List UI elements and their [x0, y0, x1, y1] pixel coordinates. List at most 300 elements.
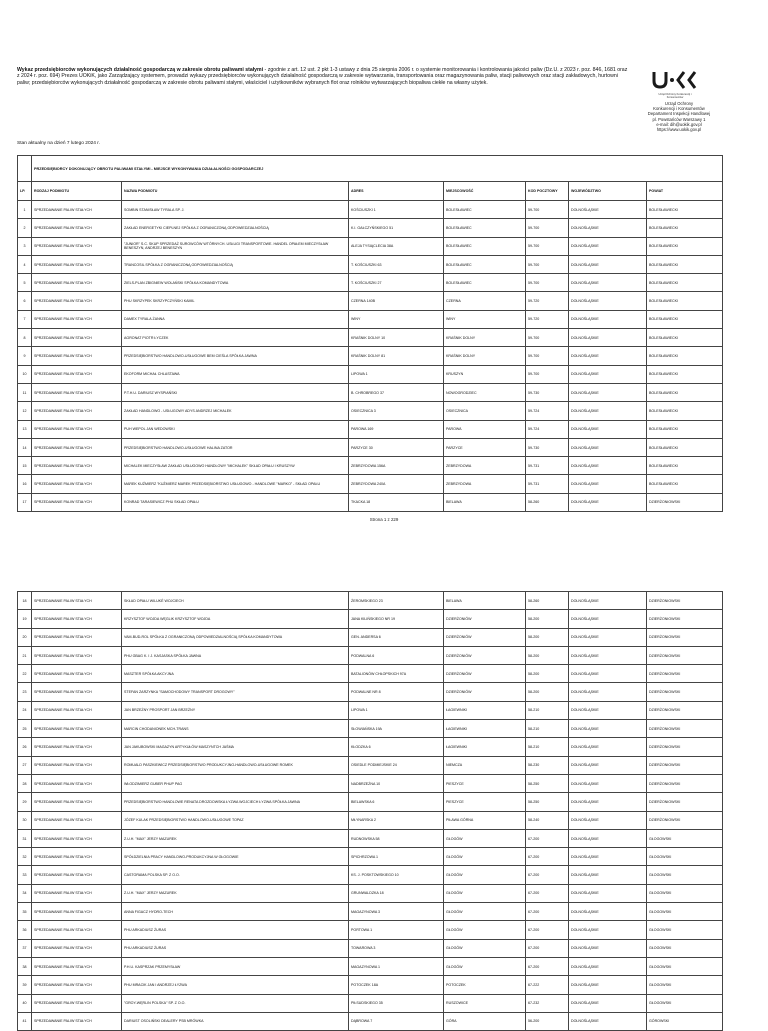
- table-row: [18, 237, 723, 255]
- table-title: PRZEDSIĘBIORCY DOKONUJĄCY OBROTU PALIWAMI STAŁYMI - MIEJSCE WYKONYWANIA DZIAŁALNOŚCI GOSPODARCZEJ: [32, 156, 723, 182]
- table-cell: DOLNOŚLĄSKIE: [569, 493, 647, 511]
- table-cell: DOLNOŚLĄSKIE: [569, 701, 647, 719]
- table-cell: 7: [18, 310, 32, 328]
- table-cell: KRAŚNIK DOLNY: [444, 329, 526, 347]
- table-cell: BOLESŁAWIECKI: [647, 310, 723, 328]
- table-cell: SPRZEDAWANIE PALIW STAŁYCH: [32, 219, 122, 237]
- table-cell: DZIERŻONIOWSKI: [647, 646, 723, 664]
- table-cell: DZIERŻONIOWSKI: [647, 720, 723, 738]
- table-cell: MICHALEK MIECZYSŁAW ZAKŁAD USŁUGOWO HANDLOWY "MICHALEK" SKŁAD OPAŁU I KRUSZYW: [122, 457, 349, 475]
- table-cell: DOLNOŚLĄSKIE: [569, 365, 647, 383]
- table-cell: 59-700: [526, 274, 569, 292]
- table-cell: PIŁSUDSKIEGO 35: [349, 994, 444, 1012]
- table-cell: ZAKŁAD ENERGETYKI CIEPLNEJ SPÓŁKA Z OGRANICZONĄ ODPOWIEDZIALNOŚCIĄ: [122, 219, 349, 237]
- table-cell: OSIECZNICA: [444, 402, 526, 420]
- table-cell: DZIERŻONIOWSKI: [647, 665, 723, 683]
- table-cell: MAREK KUŹMIERZ "KUŹMIERZ MAREK PRZEDSIĘBIORSTWO USŁUGOWO - HANDLOWE "MARKO" - SKŁAD OPAŁU: [122, 475, 349, 493]
- column-header: WOJEWÓDZTWO: [569, 182, 647, 201]
- table-row: [18, 811, 723, 829]
- table-cell: SPRZEDAWANIE PALIW STAŁYCH: [32, 592, 122, 610]
- table-cell: SPRZEDAWANIE PALIW STAŁYCH: [32, 493, 122, 511]
- table-cell: 67-200: [526, 903, 569, 921]
- table-cell: 34: [18, 884, 32, 902]
- table-row: [18, 329, 723, 347]
- table-cell: 19: [18, 610, 32, 628]
- table-cell: 58-210: [526, 701, 569, 719]
- table-cell: BOLESŁAWIEC: [444, 255, 526, 273]
- table-cell: 14: [18, 438, 32, 456]
- table-cell: DZIERŻONIOWSKI: [647, 793, 723, 811]
- table-cell: DOLNOŚLĄSKIE: [569, 329, 647, 347]
- table-cell: DZIERŻONIOWSKI: [647, 592, 723, 610]
- table-cell: 67-200: [526, 921, 569, 939]
- table-cell: 16: [18, 475, 32, 493]
- table-cell: 24: [18, 701, 32, 719]
- table-cell: 59-731: [526, 457, 569, 475]
- table-cell: 59-720: [526, 292, 569, 310]
- table-cell: SPRZEDAWANIE PALIW STAŁYCH: [32, 756, 122, 774]
- table-cell: POTOCZEK 18A: [349, 976, 444, 994]
- table-cell: 31: [18, 829, 32, 847]
- table-row: [18, 848, 723, 866]
- table-cell: DOLNOŚLĄSKIE: [569, 994, 647, 1012]
- table-cell: SPRZEDAWANIE PALIW STAŁYCH: [32, 292, 122, 310]
- table-cell: 67-200: [526, 829, 569, 847]
- table-cell: 58-250: [526, 774, 569, 792]
- table-cell: DOLNOŚLĄSKIE: [569, 720, 647, 738]
- table-cell: SPRZEDAWANIE PALIW STAŁYCH: [32, 994, 122, 1012]
- table-cell: LIPOWA 1: [349, 365, 444, 383]
- table-cell: BOLESŁAWIEC: [444, 201, 526, 219]
- table-cell: SPICHRZOWA 1: [349, 848, 444, 866]
- table-cell: BOLESŁAWIEC: [444, 237, 526, 255]
- table-cell: BOLESŁAWIECKI: [647, 420, 723, 438]
- table-cell: DAMEX TYRALA ŻANNA: [122, 310, 349, 328]
- table-cell: 58-260: [526, 493, 569, 511]
- table-cell: KOŚCIUSZKI 1: [349, 201, 444, 219]
- table-cell: "JUNIOR" S.C. SKUP SPRZEDAŻ SUROWCÓW WTÓRNYCH. USŁUGI TRANSPORTOWE. HANDEL OPAŁEM MIECZYSŁAW BENESZYN, ANDRZEJ BENESZYN: [122, 237, 349, 255]
- intro-paragraph: [17, 67, 629, 86]
- table-cell: WINY: [349, 310, 444, 328]
- table-cell: LIPOWA 1: [349, 701, 444, 719]
- table-cell: ŁAGIEWNIKI: [444, 738, 526, 756]
- table-cell: GŁOGÓW: [444, 903, 526, 921]
- table-cell: ŁAGIEWNIKI: [444, 701, 526, 719]
- table-cell: 58-240: [526, 811, 569, 829]
- table-cell: MAGAZYNOWA 1: [349, 957, 444, 975]
- table-cell: DOLNOŚLĄSKIE: [569, 756, 647, 774]
- table-cell: 58-200: [526, 646, 569, 664]
- table-cell: DOLNOŚLĄSKIE: [569, 738, 647, 756]
- table-row: [18, 255, 723, 273]
- table-cell: SPRZEDAWANIE PALIW STAŁYCH: [32, 738, 122, 756]
- table-cell: 40: [18, 994, 32, 1012]
- table-cell: SPRZEDAWANIE PALIW STAŁYCH: [32, 921, 122, 939]
- table-cell: BIELAWA: [444, 592, 526, 610]
- table-cell: PARZYCE 30: [349, 438, 444, 456]
- table-cell: PORTOWA 1: [349, 921, 444, 939]
- table-cell: 37: [18, 939, 32, 957]
- table-cell: DOLNOŚLĄSKIE: [569, 292, 647, 310]
- table-cell: DZIERŻONIOWSKI: [647, 701, 723, 719]
- table-cell: 58-200: [526, 665, 569, 683]
- table-row: [18, 756, 723, 774]
- table-cell: 59-730: [526, 438, 569, 456]
- table-cell: KRAŚNIK DOLNY 10: [349, 329, 444, 347]
- table-cell: SPRZEDAWANIE PALIW STAŁYCH: [32, 457, 122, 475]
- table-cell: KONRAD TARASIEWICZ PHU SKŁAD OPAŁU: [122, 493, 349, 511]
- table-cell: DZIERŻONIOWSKI: [647, 811, 723, 829]
- table-cell: DOLNOŚLĄSKIE: [569, 274, 647, 292]
- table-row: [18, 402, 723, 420]
- table-cell: DOLNOŚLĄSKIE: [569, 683, 647, 701]
- table-cell: SPRZEDAWANIE PALIW STAŁYCH: [32, 438, 122, 456]
- table-row: [18, 493, 723, 511]
- table-cell: SPRZEDAWANIE PALIW STAŁYCH: [32, 347, 122, 365]
- table-row: [18, 939, 723, 957]
- table-row: [18, 921, 723, 939]
- table-cell: GŁOGÓW: [444, 957, 526, 975]
- table-body-page-1: [18, 201, 723, 512]
- table-cell: DOLNOŚLĄSKIE: [569, 976, 647, 994]
- table-cell: SOMBIN STANISŁAW TYRALA SP. J.: [122, 201, 349, 219]
- table-cell: BOLESŁAWIECKI: [647, 383, 723, 401]
- table-cell: GŁOGÓW: [444, 829, 526, 847]
- table-header-row: [18, 182, 723, 201]
- table-cell: GŁOGÓW: [444, 939, 526, 957]
- table-cell: SPRZEDAWANIE PALIW STAŁYCH: [32, 420, 122, 438]
- table-cell: PHU MRACIK JAN I ANDRZEJ ŁYZWA: [122, 976, 349, 994]
- column-header: KOD POCZTOWY: [526, 182, 569, 201]
- table-cell: VAM-BUD-ROL SPÓŁKA Z OGRANICZONĄ ODPOWIEDZIALNOŚCIĄ SPÓŁKA KOMANDYTOWA: [122, 628, 349, 646]
- table-cell: KRAŚNIK DOLNY 81: [349, 347, 444, 365]
- table-cell: 15: [18, 457, 32, 475]
- table-cell: Z.U.H. "MAX" JERZY MAZUREK: [122, 884, 349, 902]
- table-cell: 26: [18, 738, 32, 756]
- table-cell: BOLESŁAWIECKI: [647, 402, 723, 420]
- column-header: NAZWA PODMIOTU: [122, 182, 349, 201]
- table-cell: 8: [18, 329, 32, 347]
- table-cell: 29: [18, 793, 32, 811]
- table-cell: DOLNOŚLĄSKIE: [569, 665, 647, 683]
- table-cell: TKACKA 18: [349, 493, 444, 511]
- table-cell: PODWALNE NR 8: [349, 683, 444, 701]
- table-cell: ZEBRZYDOWA: [444, 475, 526, 493]
- table-cell: DOLNOŚLĄSKIE: [569, 219, 647, 237]
- table-cell: 58-200: [526, 610, 569, 628]
- table-title-row: [18, 156, 723, 182]
- table-cell: SPRZEDAWANIE PALIW STAŁYCH: [32, 903, 122, 921]
- table-cell: GÓRA: [444, 1012, 526, 1030]
- table-cell: SPRZEDAWANIE PALIW STAŁYCH: [32, 201, 122, 219]
- table-row: [18, 793, 723, 811]
- table-cell: GŁOGÓW: [444, 866, 526, 884]
- table-cell: SKŁAD OPAŁU WILUKÉ WOJCIECH: [122, 592, 349, 610]
- table-cell: SPRZEDAWANIE PALIW STAŁYCH: [32, 610, 122, 628]
- table-cell: DOLNOŚLĄSKIE: [569, 957, 647, 975]
- table-cell: B. CHROBREGO 37: [349, 383, 444, 401]
- table-cell: SPRZEDAWANIE PALIW STAŁYCH: [32, 866, 122, 884]
- table-row: [18, 347, 723, 365]
- table-cell: PHU GBAG K. I J. KASJASKA SPÓŁKA JAWNA: [122, 646, 349, 664]
- table-cell: 32: [18, 848, 32, 866]
- office-line: e-mail: dih@uokik.gov.pl: [656, 121, 702, 127]
- table-cell: BOLESŁAWIECKI: [647, 201, 723, 219]
- table-cell: 59-700: [526, 219, 569, 237]
- table-cell: 17: [18, 493, 32, 511]
- table-cell: SPRZEDAWANIE PALIW STAŁYCH: [32, 365, 122, 383]
- table-cell: SPRZEDAWANIE PALIW STAŁYCH: [32, 811, 122, 829]
- table-cell: OSIEDLE PODMIEJSKIE 24: [349, 756, 444, 774]
- table-cell: DZIERŻONIÓW: [444, 646, 526, 664]
- table-row: [18, 420, 723, 438]
- table-cell: 41: [18, 1012, 32, 1030]
- table-cell: ROMUALD PASZKIEWICZ PRZEDSIĘBIORSTWO PRODUKCYJNO-HANDLOWO-USŁUGOWE ROMEK: [122, 756, 349, 774]
- table-cell: KRUSZYN: [444, 365, 526, 383]
- table-cell: NADBRZEŻNA 10: [349, 774, 444, 792]
- table-row: [18, 457, 723, 475]
- table-cell: GŁOGOWSKI: [647, 848, 723, 866]
- table-cell: DOLNOŚLĄSKIE: [569, 646, 647, 664]
- table-row: [18, 274, 723, 292]
- table-cell: SPRZEDAWANIE PALIW STAŁYCH: [32, 848, 122, 866]
- table-cell: DOLNOŚLĄSKIE: [569, 793, 647, 811]
- table-cell: RUDNOWSKA 58: [349, 829, 444, 847]
- table-cell: MARCIN CHODANIONEK MCH-TRANS: [122, 720, 349, 738]
- table-cell: DOLNOŚLĄSKIE: [569, 774, 647, 792]
- table-cell: T. KOŚCIUSZKI 27: [349, 274, 444, 292]
- table-cell: ZEBRZYDOWA 156A: [349, 457, 444, 475]
- table-row: [18, 738, 723, 756]
- table-row: [18, 903, 723, 921]
- table-cell: DOLNOŚLĄSKIE: [569, 628, 647, 646]
- table-cell: 67-200: [526, 848, 569, 866]
- table-cell: PHU ARKADIUSZ ŻURAS: [122, 921, 349, 939]
- table-row: [18, 219, 723, 237]
- table-cell: 3: [18, 237, 32, 255]
- table-cell: TRANCOSIL SPÓŁKA Z OGRANICZONĄ ODPOWIEDZIALNOŚCIĄ: [122, 255, 349, 273]
- table-cell: PIESZYCE: [444, 793, 526, 811]
- table-cell: KRZYSZTOF WOJDA WĘGLIK KRZYSZTOF WOJDA: [122, 610, 349, 628]
- table-cell: DOLNOŚLĄSKIE: [569, 610, 647, 628]
- table-cell: 59-730: [526, 383, 569, 401]
- table-cell: 58-230: [526, 756, 569, 774]
- table-cell: 1: [18, 201, 32, 219]
- table-cell: 67-200: [526, 866, 569, 884]
- table-cell: ANNA FIGACZ HYDRO-TECH: [122, 903, 349, 921]
- table-cell: 13: [18, 420, 32, 438]
- table-cell: DOLNOŚLĄSKIE: [569, 848, 647, 866]
- table-cell: JAN JAKUBOWSKI MAGAZYN ARTYKUŁÓW MASZYNTCH JAŚMA: [122, 738, 349, 756]
- table-cell: KS. J. POSKTOWSKIEGO 10: [349, 866, 444, 884]
- table-cell: PIŁAWA GÓRNA: [444, 811, 526, 829]
- table-cell: DZIERŻONIÓW: [444, 628, 526, 646]
- table-cell: ŻEROMSKIEGO 23: [349, 592, 444, 610]
- table-cell: T. KOŚCIUSZKI 63: [349, 255, 444, 273]
- table-cell: DOLNOŚLĄSKIE: [569, 237, 647, 255]
- table-cell: RUSZOWICE: [444, 994, 526, 1012]
- table-cell: NIEMCZA: [444, 756, 526, 774]
- table-cell: SPRZEDAWANIE PALIW STAŁYCH: [32, 884, 122, 902]
- table-cell: 59-700: [526, 365, 569, 383]
- table-cell: SPRZEDAWANIE PALIW STAŁYCH: [32, 255, 122, 273]
- table-cell: 67-200: [526, 957, 569, 975]
- table-row: [18, 310, 723, 328]
- table-cell: SPRZEDAWANIE PALIW STAŁYCH: [32, 383, 122, 401]
- table-cell: DOLNOŚLĄSKIE: [569, 939, 647, 957]
- table-cell: PARZYCE: [444, 438, 526, 456]
- table-row: [18, 683, 723, 701]
- table-cell: WŁODZIMIERZ GUBER PHUP PAG: [122, 774, 349, 792]
- office-line: https://www.uokik.gov.pl: [656, 127, 702, 133]
- table-cell: P.H.U. KASPRZAK PRZEMYSŁAW: [122, 957, 349, 975]
- office-line: pl. Powstańców Warszawy 1: [652, 116, 706, 122]
- table-cell: DOLNOŚLĄSKIE: [569, 402, 647, 420]
- as-of-date: Stan aktualny na dzień 7 lutego 2024 r.: [17, 141, 100, 146]
- table-cell: DOLNOŚLĄSKIE: [569, 457, 647, 475]
- table-cell: SPRZEDAWANIE PALIW STAŁYCH: [32, 646, 122, 664]
- table-cell: 67-200: [526, 884, 569, 902]
- uokik-logo-mark: [650, 66, 700, 94]
- table-row: [18, 665, 723, 683]
- uokik-logo: [650, 66, 700, 106]
- table-cell: GŁOGOWSKI: [647, 884, 723, 902]
- table-cell: PAROWA 169: [349, 420, 444, 438]
- table-cell: DOLNOŚLĄSKIE: [569, 866, 647, 884]
- table-cell: 58-210: [526, 720, 569, 738]
- table-cell: KRAŚNIK DOLNY: [444, 347, 526, 365]
- table-cell: BATALIONÓW CHŁOPSKICH 97A: [349, 665, 444, 683]
- table-cell: 58-210: [526, 738, 569, 756]
- table-cell: DOLNOŚLĄSKIE: [569, 884, 647, 902]
- table-cell: PRZEDSIĘBIORSTWO HANDLOWO-USŁUGOWE HALINA ZATOR: [122, 438, 349, 456]
- table-cell: JÓZEF KULAK PRZEDSIĘBIORSTWO HANDLOWO-USŁUGOWE TOPAZ: [122, 811, 349, 829]
- table-cell: GŁOGOWSKI: [647, 903, 723, 921]
- table-cell: BOLESŁAWIECKI: [647, 329, 723, 347]
- table-cell: 59-700: [526, 255, 569, 273]
- table-cell: K.I. GAŁCZYŃSKIEGO 51: [349, 219, 444, 237]
- column-header: MIEJSCOWOŚĆ: [444, 182, 526, 201]
- table-cell: 67-200: [526, 939, 569, 957]
- table-cell: 23: [18, 683, 32, 701]
- table-cell: GŁOGOWSKI: [647, 829, 723, 847]
- table-cell: 30: [18, 811, 32, 829]
- table-cell: 67-222: [526, 976, 569, 994]
- table-cell: 11: [18, 383, 32, 401]
- table-cell: DZIERŻONIOWSKI: [647, 683, 723, 701]
- table-cell: "GROY-WĘRLIN POLSKA" SP. Z O.O.: [122, 994, 349, 1012]
- table-cell: GŁOGOWSKI: [647, 866, 723, 884]
- intro-text: - zgodnie z art. 12 ust. 2 pkt 1-3 ustawy z dnia 25 sierpnia 2006 r. o systemie monitorowania i kontrolowania jakości paliw (Dz.U. z 2023 r. poz. 846, 1681 oraz z 2024 r. poz. 694) Prezes UOKiK, jako Zarządzający systemem, prowadzi wykazy przedsiębiorców wykonujących działalność gospodarczą w zakresie wytwarzania, transportowania oraz magazynowania paliw, stacji paliwowych oraz stacji zakładowych, hurtowni paliw; przedsiębiorców wykonujących działalność gospodarczą w zakresie obrotu paliwami stałymi, właściciel i użytkowników wybranych flot oraz rolników wytwarzających biopaliwa ciekłe na własny użytek.: [17, 67, 628, 86]
- table-cell: 39: [18, 976, 32, 994]
- table-cell: BOLESŁAWIECKI: [647, 438, 723, 456]
- table-row: [18, 957, 723, 975]
- table-cell: AGRONAT PIOTR ŁYCZEK: [122, 329, 349, 347]
- column-header: LP.: [18, 182, 32, 201]
- table-cell: DOLNOŚLĄSKIE: [569, 255, 647, 273]
- table-cell: KŁODZKA 6: [349, 738, 444, 756]
- table-cell: SPRZEDAWANIE PALIW STAŁYCH: [32, 957, 122, 975]
- table-row: [18, 365, 723, 383]
- table-cell: DOLNOŚLĄSKIE: [569, 420, 647, 438]
- table-cell: 59-731: [526, 475, 569, 493]
- column-header: POWIAT: [647, 182, 723, 201]
- table-cell: GŁOGÓW: [444, 884, 526, 902]
- table-row: [18, 774, 723, 792]
- table-cell: BOLESŁAWIECKI: [647, 274, 723, 292]
- table-cell: DZIERŻONIOWSKI: [647, 774, 723, 792]
- table-cell: 22: [18, 665, 32, 683]
- table-cell: Z.U.H. "MAX" JERZY MAZUREK: [122, 829, 349, 847]
- table-cell: BOLESŁAWIECKI: [647, 475, 723, 493]
- table-cell: DOLNOŚLĄSKIE: [569, 811, 647, 829]
- table-cell: JANA KILIŃSKIEGO NR 19: [349, 610, 444, 628]
- table-row: [18, 646, 723, 664]
- table-cell: JAN BRZEŻNY PROSPORT JAN BRZEŻNY: [122, 701, 349, 719]
- table-row: [18, 628, 723, 646]
- table-cell: SPRZEDAWANIE PALIW STAŁYCH: [32, 274, 122, 292]
- table-cell: 27: [18, 756, 32, 774]
- table-cell: 4: [18, 255, 32, 273]
- table-cell: SPRZEDAWANIE PALIW STAŁYCH: [32, 402, 122, 420]
- table-cell: MAGAZYNOWA 3: [349, 903, 444, 921]
- table-cell: 10: [18, 365, 32, 383]
- table-cell: DOLNOŚLĄSKIE: [569, 201, 647, 219]
- table-cell: 59-700: [526, 329, 569, 347]
- table-cell: PRZEDSIĘBIORSTWO HANDLOWE RENATA DROZDOWSKA ŁYZWA WOJCIECH ŁYZWA SPÓŁKA JAWNA: [122, 793, 349, 811]
- table-cell: GŁOGOWSKI: [647, 976, 723, 994]
- table-body-page-2: [18, 592, 723, 1031]
- table-row: [18, 884, 723, 902]
- table-cell: 58-200: [526, 683, 569, 701]
- table-cell: 6: [18, 292, 32, 310]
- table-cell: SPRZEDAWANIE PALIW STAŁYCH: [32, 237, 122, 255]
- table-row: [18, 383, 723, 401]
- table-cell: PUH WEPOL JAN WEDOWSKI: [122, 420, 349, 438]
- column-header: ADRES: [349, 182, 444, 201]
- table-cell: SPRZEDAWANIE PALIW STAŁYCH: [32, 310, 122, 328]
- table-row: [18, 994, 723, 1012]
- table-cell: SPRZEDAWANIE PALIW STAŁYCH: [32, 976, 122, 994]
- table-cell: GEN. ANDERSA 6: [349, 628, 444, 646]
- table-cell: SPRZEDAWANIE PALIW STAŁYCH: [32, 939, 122, 957]
- table-cell: PRZEDSIĘBIORSTWO HANDLOWO-USŁUGOWE BEM CIEŚLA SPÓŁKA JAWNA: [122, 347, 349, 365]
- table-cell: MŁYNARSKA 2: [349, 811, 444, 829]
- table-cell: DZIERŻONIÓW: [444, 665, 526, 683]
- table-cell: SPRZEDAWANIE PALIW STAŁYCH: [32, 665, 122, 683]
- table-cell: 18: [18, 592, 32, 610]
- table-cell: 58-200: [526, 628, 569, 646]
- table-cell: BOLESŁAWIECKI: [647, 457, 723, 475]
- table-cell: 58-250: [526, 793, 569, 811]
- table-cell: 20: [18, 628, 32, 646]
- table-row: [18, 292, 723, 310]
- table-cell: BOLESŁAWIECKI: [647, 347, 723, 365]
- table-cell: 59-700: [526, 237, 569, 255]
- table-cell: ZIELS-PLAN ZBIGNIEW WOLAŃSKI SPÓŁKA KOMANDYTOWA: [122, 274, 349, 292]
- table-cell: DZIERŻONIÓW: [444, 610, 526, 628]
- table-cell: MASZTER SPÓŁKA AKCYJNA: [122, 665, 349, 683]
- table-cell: BOLESŁAWIEC: [444, 219, 526, 237]
- table-cell: GŁOGÓW: [444, 848, 526, 866]
- table-cell: BOLESŁAWIECKI: [647, 365, 723, 383]
- table-cell: GÓROWSKI: [647, 1012, 723, 1030]
- table-cell: 21: [18, 646, 32, 664]
- table-cell: DOLNOŚLĄSKIE: [569, 1012, 647, 1030]
- table-row: [18, 976, 723, 994]
- table-cell: SPRZEDAWANIE PALIW STAŁYCH: [32, 329, 122, 347]
- table-cell: SPRZEDAWANIE PALIW STAŁYCH: [32, 774, 122, 792]
